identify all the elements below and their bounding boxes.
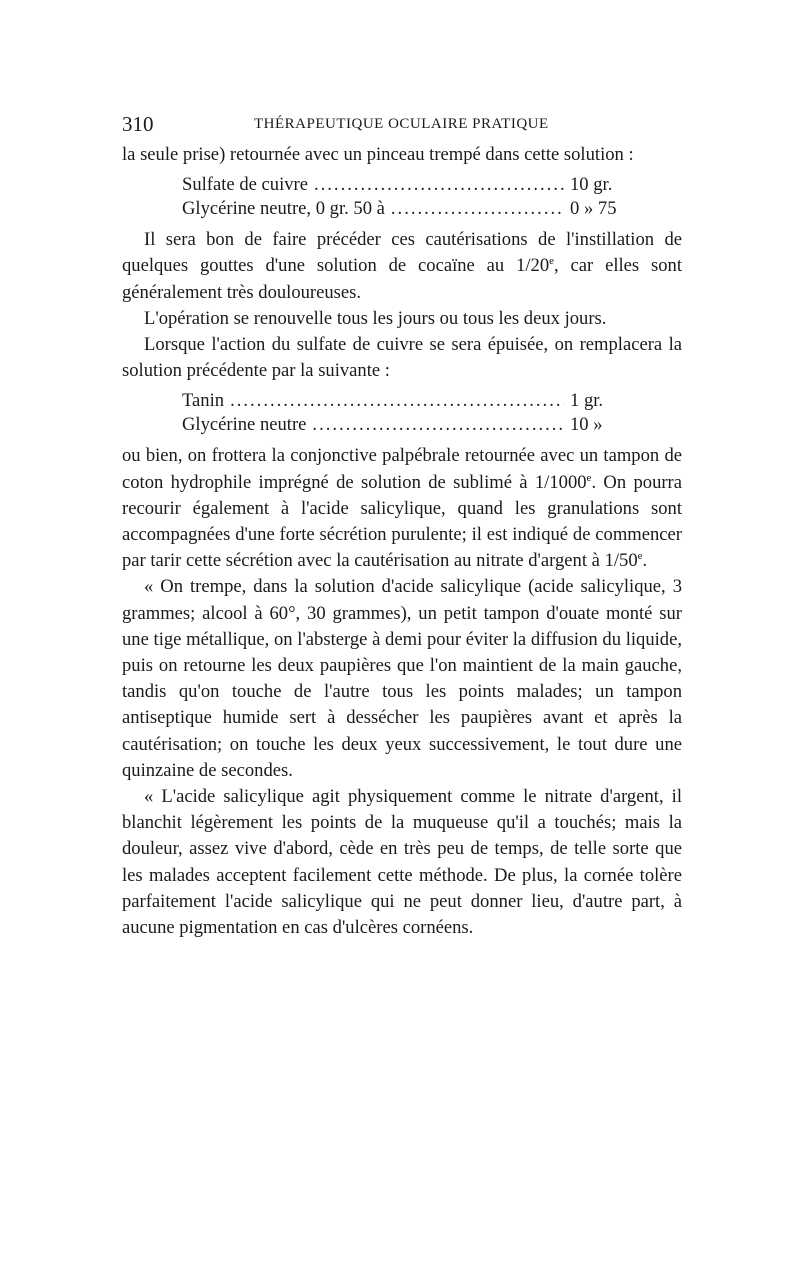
recipe-row xyxy=(182,413,642,437)
page-header xyxy=(122,112,682,142)
recipe-tanin xyxy=(122,389,682,437)
recipe-sulfate xyxy=(122,173,682,221)
book-page xyxy=(122,112,682,941)
superscript: e xyxy=(637,550,643,563)
paragraph-2 xyxy=(122,227,682,306)
leader-dots xyxy=(312,413,564,437)
ingredient-quantity: 0 » 75 xyxy=(570,198,617,220)
ingredient-name: Glycérine neutre, 0 gr. 50 à xyxy=(182,198,385,220)
superscript: e xyxy=(586,471,592,484)
text-span: , car elles sont généralement très douloureuses. xyxy=(122,255,682,303)
ingredient-quantity: 10 » xyxy=(570,414,603,436)
text-span: . xyxy=(642,550,648,572)
page-number: 310 xyxy=(122,112,154,136)
ingredient-quantity: 1 gr. xyxy=(570,390,604,412)
running-title: THÉRAPEUTIQUE OCULAIRE PRATIQUE xyxy=(254,116,549,132)
recipe-row xyxy=(182,197,642,221)
text-span: ou bien, on frottera la conjonctive palpébrale retournée avec un tampon de coton hydrophile imprégné de solution de sublimé à 1/1000 xyxy=(122,445,682,493)
recipe-row xyxy=(182,389,642,413)
ingredient-name: Glycérine neutre xyxy=(182,414,307,436)
ingredient-name: Sulfate de cuivre xyxy=(182,174,308,196)
paragraph-3: L'opération se renouvelle tous les jours ou tous les deux jours. xyxy=(144,307,607,329)
text-span: . On pourra recourir également à l'acide salicylique, quand les granulations sont accompagnées d'une forte sécrétion purulente; il est indiqué de commencer par tarir cette sécrétion avec la cautérisation au nitrate d'argent à 1/50 xyxy=(122,471,683,572)
ingredient-name: Tanin xyxy=(182,390,225,412)
paragraph-4: Lorsque l'action du sulfate de cuivre se sera épuisée, on remplacera la solution précédente par la suivante : xyxy=(122,334,682,382)
leader-dots xyxy=(314,173,564,197)
ingredient-quantity: 10 gr. xyxy=(570,174,613,196)
text-span: Il sera bon de faire précéder ces cautérisations de l'instillation de quelques gouttes d'une solution de cocaïne au 1/20 xyxy=(122,229,682,277)
paragraph-5 xyxy=(122,443,682,574)
superscript: e xyxy=(549,255,555,268)
paragraph-6: « On trempe, dans la solution d'acide salicylique (acide salicylique, 3 grammes; alcool à 60°, 30 grammes), un petit tampon d'ouate monté sur une tige métallique, on l'absterge à demi pour éviter la diffusion du liquide, puis on retourne les deux paupières que l'on maintient de la main gauche, tandis qu'on touche de l'autre tous les points malades; un tampon antiseptique humide sert à dessécher les paupières avant et après la cautérisation; on touche les deux yeux successivement, le tout dure une quinzaine de secondes. xyxy=(122,576,682,781)
leader-dots xyxy=(391,197,564,221)
paragraph-1: la seule prise) retournée avec un pinceau trempé dans cette solution : xyxy=(122,144,634,165)
paragraph-7: « L'acide salicylique agit physiquement comme le nitrate d'argent, il blanchit légèrement les points de la muqueuse qu'il a touchés; mais la douleur, assez vive d'abord, cède en très peu de temps, de telle sorte que les malades acceptent facilement cette méthode. De plus, la cornée tolère parfaitement l'acide salicylique qui ne peut donner lieu, d'autre part, à aucune pigmentation en cas d'ulcères cornéens. xyxy=(122,786,682,939)
leader-dots xyxy=(230,389,564,413)
recipe-row xyxy=(182,173,642,197)
